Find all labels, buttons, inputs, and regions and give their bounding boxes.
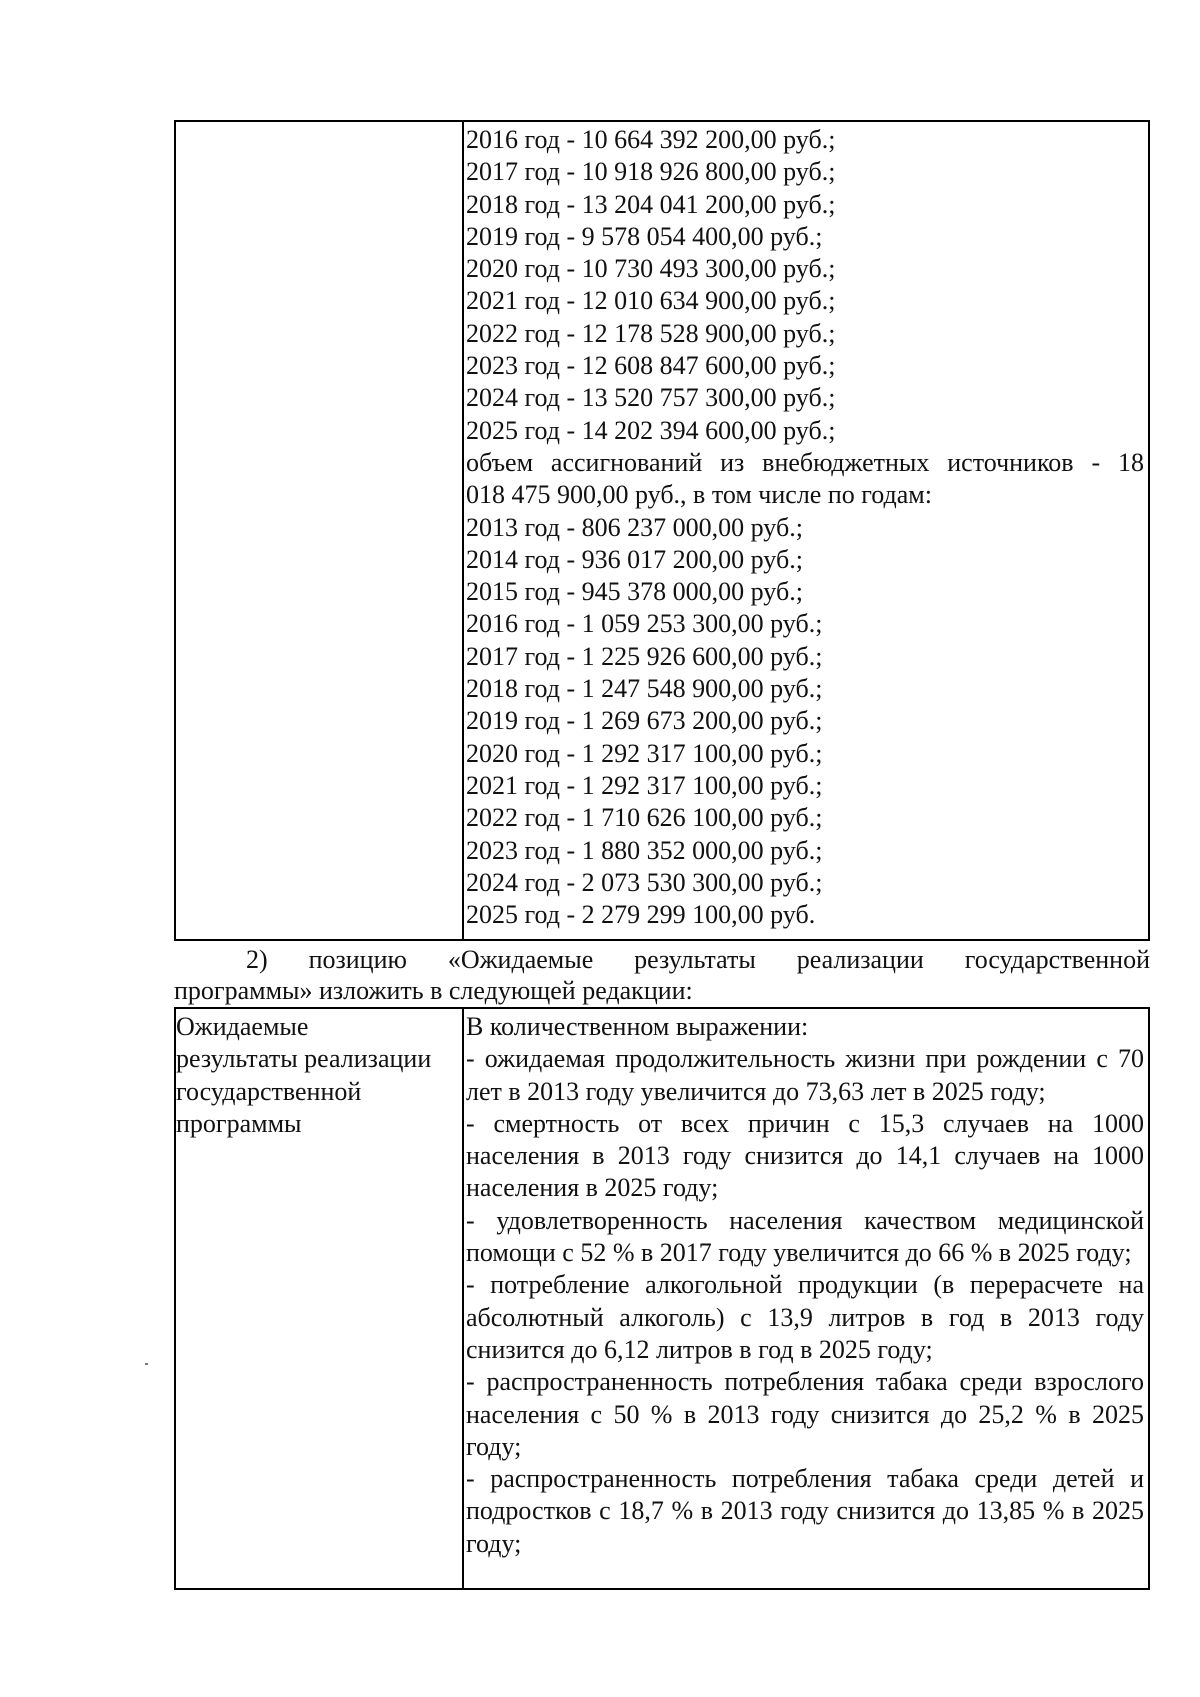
- results-item: - потребление алкогольной продукции (в перерасчете на абсолютный алкоголь) с 13,9 литров в год в 2013 году снизится до 6,12 литров в год в 2025 году;: [466, 1270, 1144, 1364]
- amendment-paragraph-line2: программы» изложить в следующей редакции:: [174, 976, 693, 1005]
- funding-table-left-cell: [176, 122, 464, 939]
- budget-line: 2021 год - 12 010 634 900,00 руб.;: [466, 286, 836, 316]
- results-intro: В количественном выражении:: [466, 1012, 809, 1041]
- extrabudget-line: 2017 год - 1 225 926 600,00 руб.;: [466, 641, 823, 671]
- budget-line: 2023 год - 12 608 847 600,00 руб.;: [466, 351, 836, 381]
- extrabudget-line: 2019 год - 1 269 673 200,00 руб.;: [466, 706, 823, 736]
- extrabudget-line: 2022 год - 1 710 626 100,00 руб.;: [466, 803, 823, 833]
- scan-speck: [145, 1363, 148, 1365]
- extrabudget-line: 2025 год - 2 279 299 100,00 руб.: [466, 900, 816, 930]
- results-table: [174, 1007, 1150, 1590]
- results-item: - распространенность потребления табака среди детей и подростков с 18,7 % в 2013 году снизится до 13,85 % в 2025 году;: [466, 1464, 1144, 1558]
- results-label-line: государственной: [176, 1076, 362, 1106]
- amendment-paragraph-line1: 2) позицию «Ожидаемые результаты реализации государственной: [246, 945, 1150, 974]
- results-item: - удовлетворенность населения качеством медицинской помощи с 52 % в 2017 году увеличится до 66 % в 2025 году;: [466, 1205, 1144, 1268]
- budget-line: 2024 год - 13 520 757 300,00 руб.;: [466, 383, 836, 413]
- extrabudget-line: 2013 год - 806 237 000,00 руб.;: [466, 512, 803, 542]
- budget-line: 2022 год - 12 178 528 900,00 руб.;: [466, 318, 836, 348]
- extrabudget-line: 2024 год - 2 073 530 300,00 руб.;: [466, 867, 823, 897]
- extrabudget-heading-line1: объем ассигнований из внебюджетных источников - 18: [466, 447, 1144, 477]
- extrabudget-line: 2023 год - 1 880 352 000,00 руб.;: [466, 835, 823, 865]
- extrabudget-line: 2018 год - 1 247 548 900,00 руб.;: [466, 674, 823, 704]
- results-item: - распространенность потребления табака среди взрослого населения с 50 % в 2013 году снизится до 25,2 % в 2025 году;: [466, 1367, 1144, 1461]
- budget-line: 2016 год - 10 664 392 200,00 руб.;: [466, 125, 836, 154]
- extrabudget-line: 2020 год - 1 292 317 100,00 руб.;: [466, 738, 823, 768]
- budget-line: 2020 год - 10 730 493 300,00 руб.;: [466, 254, 836, 284]
- extrabudget-line: 2021 год - 1 292 317 100,00 руб.;: [466, 770, 823, 800]
- budget-line: 2019 год - 9 578 054 400,00 руб.;: [466, 221, 823, 251]
- extrabudget-line: 2014 год - 936 017 200,00 руб.;: [466, 544, 803, 574]
- results-item: - ожидаемая продолжительность жизни при рождении с 70 лет в 2013 году увеличится до 73,63 лет в 2025 году;: [466, 1044, 1144, 1106]
- results-table-right-cell: [464, 1009, 1148, 1560]
- results-table-left-cell: [176, 1009, 464, 1588]
- budget-line: 2018 год - 13 204 041 200,00 руб.;: [466, 189, 836, 219]
- extrabudget-line: 2015 год - 945 378 000,00 руб.;: [466, 577, 803, 607]
- budget-line: 2017 год - 10 918 926 800,00 руб.;: [466, 157, 836, 187]
- results-label-line: результаты реализации: [176, 1044, 432, 1074]
- funding-table: [174, 120, 1150, 941]
- extrabudget-line: 2016 год - 1 059 253 300,00 руб.;: [466, 609, 823, 639]
- budget-line: 2025 год - 14 202 394 600,00 руб.;: [466, 415, 836, 445]
- results-item: - смертность от всех причин с 15,3 случаев на 1000 населения в 2013 году снизится до 14,1 случаев на 1000 населения в 2025 году;: [466, 1108, 1144, 1203]
- funding-table-right-cell: [464, 122, 1148, 931]
- extrabudget-heading-line2: 018 475 900,00 руб., в том числе по годам:: [466, 480, 932, 510]
- results-label-line: программы: [176, 1108, 302, 1138]
- results-label-line: Ожидаемые: [176, 1012, 309, 1041]
